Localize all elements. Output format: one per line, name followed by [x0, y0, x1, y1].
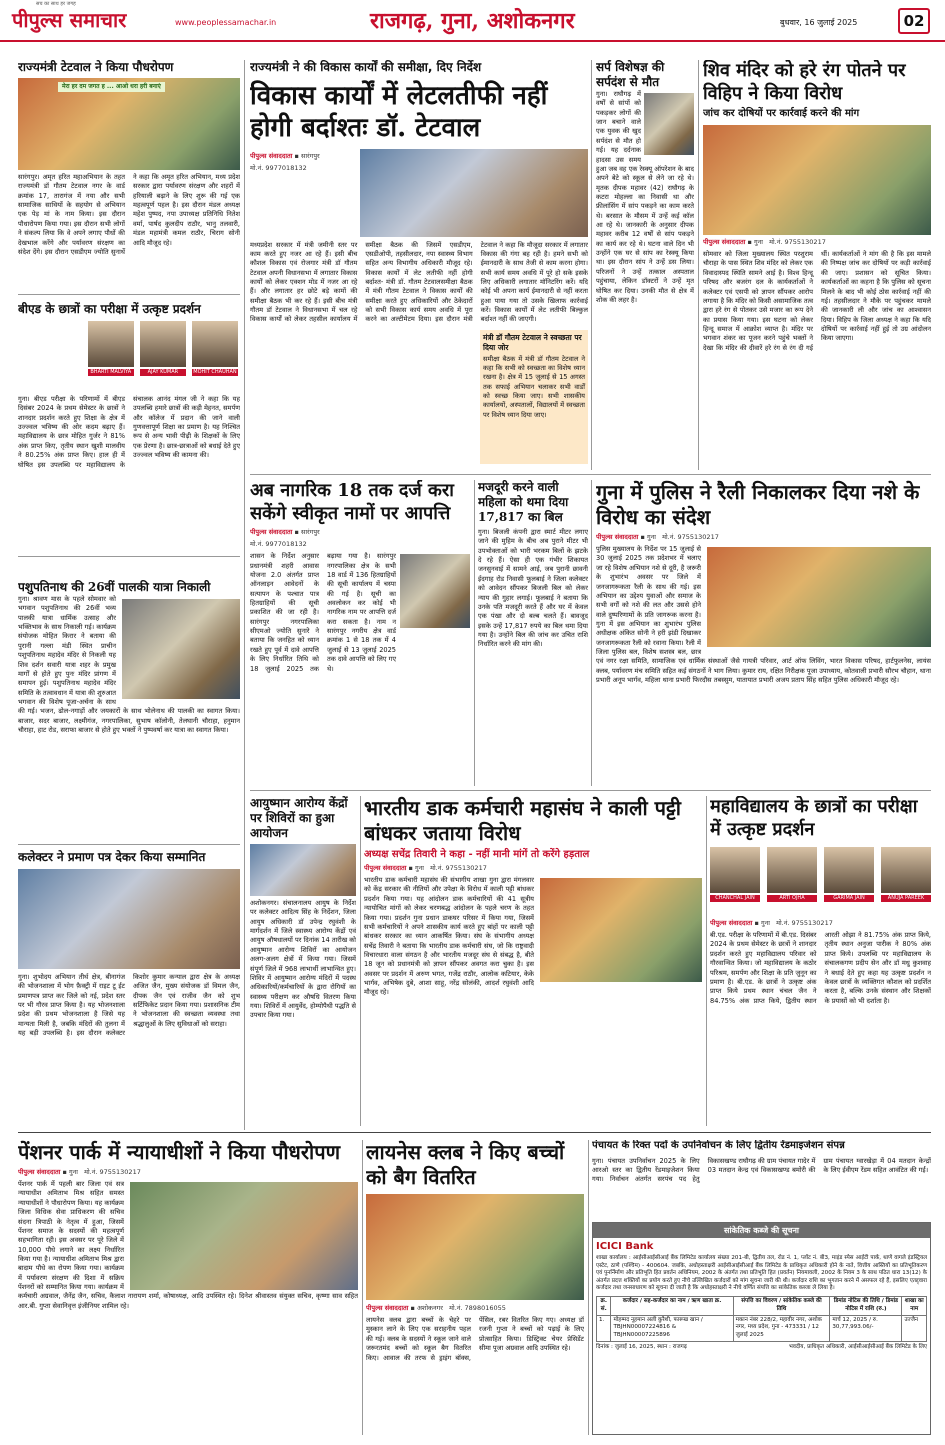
student-photo: MOHIT CHAUHAN: [192, 321, 238, 367]
story-lioness-club: [366, 1140, 584, 1435]
byline-column: [250, 149, 354, 237]
headline: गुना में पुलिस ने रैली निकालकर दिया नशे के विरोध का संदेश: [596, 480, 920, 529]
byline: पीपुल्स संवाददाता ▪ गुना मो.नं. 9755130217: [596, 533, 719, 541]
story-pensioner-park: [18, 1140, 358, 1435]
headline: आयुष्मान आरोग्य केंद्रों पर शिविरों का हुआ आयोजन: [250, 796, 348, 840]
table-cell: मोहम्मद नूहमान अली कुरैशी, फारूख खान / TBJHN00007224816 & TBJHN00007225896: [611, 1315, 733, 1341]
news-photo: [644, 93, 694, 155]
notice-heading: सांकेतिक कब्जे की सूचना: [593, 1223, 930, 1238]
article-body: पेंशनर पार्क में पहली बार जिला एवं सत्र न्यायाधीश अमिताभ मिश्र सहित समस्त न्यायाधीशों ने पौधारोपण किया। यह कार्यक्रम जिला विधिक सेवा प्राधिकरण की सचिव संदना त्रिपाठी के नेतृत्व में हुआ, जिसमें पेंशनर समाज के सदस्यों की महत्वपूर्ण सहभागिता रही। इस अवसर पर पूरे जिले में 10,000 पौधे लगाने का लक्ष्य निर्धारित किया गया है। न्यायाधीश अमिताभ मिश्र द्वारा बादाम पौधे का रोपण किया गया। कार्यक्रम में पर्यावरण संरक्षण की दिशा में सक्रिय पेंशनरों को सम्मानित किया गया। कार्यक्रम में कर्मचारी अग्रवाल, जैनेंद्र जैन, सचिव, कैलाश नारायण शर्मा, कोषाध्यक्ष, आदि उपस्थित रहे। दिनेश श्रीवास्तव संयुक्त सचिव, कृष्णा साव सहित आर.बी. गुप्ता सेवानिवृत्त इंजीनियर शामिल रहे।: [18, 1180, 358, 1310]
student-photos: [710, 847, 931, 909]
student-photo: BHARTI MALVIYA: [88, 321, 134, 367]
table-row: [597, 1315, 927, 1341]
story-college-results: [710, 796, 931, 1126]
byline: पीपुल्स संवाददाता ▪ गुना मो.नं. 9755130217: [364, 864, 487, 872]
table-header: कर्जदार / सह-कर्जदार का नाम / ऋण खाता क्र.: [611, 1296, 733, 1315]
divider: [18, 844, 240, 845]
divider: [250, 790, 931, 791]
issue-date: बुधवार, 16 जुलाई 2025: [780, 18, 858, 27]
table-header: डिमांड नोटिस की तिथि / डिमांड नोटिस में राशि (रु.): [830, 1296, 902, 1315]
banner-text: मेरा हर दम जगत ह ... आओ धरा हरी बनाएं: [58, 82, 165, 92]
site-url[interactable]: www.peoplessamachar.in: [175, 18, 277, 27]
byline: पीपुल्स संवाददाता ▪ सारंगपुर: [250, 528, 320, 536]
box-body: समीक्षा बैठक में मंत्री डॉ गौतम टेटवाल ने कहा कि सभी को स्वच्छता का विशेष ध्यान रखना है। क्षेत्र में 15 जुलाई से 15 अगस्त तक सफाई अभियान चलाकर सभी वार्डों को स्वच्छ किया जाए। सभी शासकीय कार्यालयों, अस्पतालों, विद्यालयों में स्वच्छता पर विशेष ध्यान दिया जाए।: [483, 354, 585, 419]
news-photo: [360, 149, 588, 237]
column-rule: [588, 1140, 589, 1435]
headline: मजदूरी करने वाली महिला को थमा दिया 17,817 का बिल: [478, 480, 569, 524]
article-body: गुना। बिजली कंपनी द्वारा स्मार्ट मीटर लगाए जाने की मुहिम के बीच अब पुराने मीटर भी उपभोक्ताओं को भारी भरकम बिलों के झटके दे रहे हैं। ऐसा ही एक गंभीर शिकायत जनसुनवाई में सामने आई, जब पुरानी छावनी ईदगाह रोड निवासी फूलबाई ने जिला कलेक्टर को आवेदन सौंपकर बिजली बिल को लेकर न्याय की गुहार लगाई। फूलबाई ने बताया कि उनके पति मजदूरी करते हैं और घर में केवल एक पंखा और दो बल्ब चलते हैं। बावजूद इसके उन्हें 17,817 रुपये का बिल थमा दिया गया है। उन्होंने बिल की जांच कर उचित राशि निर्धारित करने की मांग की।: [478, 528, 588, 649]
deck: अध्यक्ष सचेंद्र तिवारी ने कहा - नहीं मानी मांगें तो करेंगे हड़ताल: [364, 849, 590, 860]
reporter-mobile: मो.नं. 9977018132: [250, 540, 307, 549]
reporter-mobile: मो.नं. 9977018132: [250, 163, 307, 172]
story-snake-expert: [596, 60, 694, 470]
divider: [250, 474, 931, 475]
student-photo: ARTI OJHA: [767, 847, 817, 893]
column-rule: [362, 1140, 363, 1435]
headline: पशुपतिनाथ की 26वीं पालकी यात्रा निकाली: [18, 580, 211, 594]
student-photo: AJAY KUMAR: [140, 321, 186, 367]
table-header: शाखा का नाम: [902, 1296, 927, 1315]
edition-region: राजगढ़, गुना, अशोकनगर: [370, 8, 575, 34]
tagline: सच का साथ हर जगह: [36, 1, 76, 7]
article-body: गुना। पंचायत उपनिर्वाचन 2025 के लिए आरओ स्तर का द्वितीय रेंडमाइजेशन किया गया। निर्वाचन अंतर्गत सरपंच पद हेतु विकासखण्ड राघौगढ़ की ग्राम पंचायत गादेर में 03 मतदान केन्द्र एवं विकासखण्ड बमोरी की ग्राम पंचायत ग्वारखेड़ा में 04 मतदान केन्द्रों के लिए ईवीएम रेंडम सहित आवंटित की गईं।: [592, 1156, 931, 1184]
headline: लायनेस क्लब ने किए बच्चों को बैग वितरित: [366, 1140, 565, 1189]
student-photo: GARIMA JAIN: [824, 847, 874, 893]
story-collector-certificate: [18, 850, 240, 1126]
column-rule: [360, 796, 361, 1126]
story-housing-objections: [250, 480, 470, 786]
box-title: मंत्री डॉ गौतम टेटवाल ने स्वच्छता पर दिया जोर: [483, 333, 582, 352]
headline: बीएड के छात्रों का परीक्षा में उत्कृष्ट प्रदर्शन: [18, 302, 201, 316]
article-body: गुना। बीएड परीक्षा के परिणामों में बीएड दिसंबर 2024 के प्रथम सेमेस्टर के छात्रों ने शानदार प्रदर्शन करते हुए शिक्षा के क्षेत्र में उज्ज्वल भविष्य की ओर कदम बढ़ाए हैं। महाविद्यालय के छात्र मोहित गुर्जर ने 81% अंक प्राप्त किए, तृतीय स्थान खुशी मालवीय ने 80.25% अंक प्राप्त किए। हाल ही में घोषित इस उपलब्धि पर महाविद्यालय के संचालक आनंद मंगल जी ने कहा कि यह उपलब्धि हमारे छात्रों की कड़ी मेहनत, समर्पण और कॉलेज में प्रदान की जाने वाली गुणवत्तापूर्ण शिक्षा का प्रमाण है। यह निश्चित रूप से अन्य भावी पीढ़ी के शिक्षकों के लिए एक प्रेरणा है। छात्र-छात्राओं को बधाई देते हुए उज्ज्वल भविष्य की कामना की।: [18, 395, 240, 469]
masthead-logo: सच का साथ हर जगह पीपुल्स समाचार: [12, 1, 127, 32]
student-photos: [18, 321, 240, 385]
kicker: राज्यमंत्री ने की विकास कार्यों की समीक्षा, दिए निर्देश: [250, 60, 482, 74]
masthead-bar: [0, 0, 945, 42]
table-header: क्र. सं.: [597, 1296, 611, 1315]
headline: शिव मंदिर को हरे रंग पोतने पर विहिप ने किया विरोध: [703, 60, 906, 104]
news-photo: [18, 869, 240, 969]
notice-date-place: दिनांक : जुलाई 16, 2025, स्थान : राजगढ़: [596, 1344, 687, 1351]
column-rule: [474, 480, 475, 786]
headline: कलेक्टर ने प्रमाण पत्र देकर किया सम्मानित: [18, 850, 206, 864]
headline: राज्यमंत्री टेटवाल ने किया पौधरोपण: [18, 60, 174, 74]
headline: पेंशनर पार्क में न्यायाधीशों ने किया पौधरोपण: [18, 1140, 341, 1164]
headline: अब नागरिक 18 तक दर्ज करा सकेंगे स्वीकृत नामों पर आपत्ति: [250, 480, 454, 524]
article-body: बी.एड. परीक्षा के परिणामों में बी.एड. दिसंबर 2024 के प्रथम सेमेस्टर के छात्रों ने शानदार प्रदर्शन करते हुए महाविद्यालय परिवार को गौरवान्वित किया। जो महाविद्यालय के कठोर परिश्रम, समर्पण और शिक्षा के प्रति जुनून का प्रमाण है। बी.एड. के छात्रों ने उत्कृष्ट अंक प्राप्त किये प्रथम स्थान चंचल जैन ने 84.75% अंक प्राप्त किये, द्वितीय स्थान आरती ओझा ने 81.75% अंक प्राप्त किये, तृतीय स्थान अनुजा पारीक ने 80% अंक प्राप्त किये। उपलब्धि पर महाविद्यालय के संचालकगण प्रदीप सेन और डॉ मधु कुशवाह ने बधाई देते हुए कहा यह उत्कृष्ट प्रदर्शन न केवल छात्रों के व्यक्तिगत कौशल को प्रदर्शित करता है, बल्कि उनके संस्थान और शिक्षकों के प्रयासों को भी दर्शाता है।: [710, 931, 931, 1005]
sidebar-box: [480, 330, 588, 464]
officer-photo: [400, 554, 470, 628]
column-rule: [244, 60, 245, 1130]
table-header: संपत्ति का विवरण / सांकेतिक कब्जे की तिथि: [733, 1296, 830, 1315]
column-rule: [706, 796, 707, 1126]
table-cell: उज्जैन: [902, 1315, 927, 1341]
notice-table: [596, 1296, 927, 1342]
article-body: सोमवार को जिला मुख्यालय स्थित परशुराम चौराहा के पास स्थित शिव मंदिर को लेकर एक विवादास्पद स्थिति सामने आई है। विश्व हिन्दू परिषद और बजरंग दल के कार्यकर्ताओं ने कलेक्टर एवं एसपी को ज्ञापन सौंपकर आरोप लगाया है कि मंदिर को किसी असामाजिक तत्व द्वारा हरे रंग से पोतकर उसे मजार का रूप देने का प्रयास किया गया। इस घटना को लेकर हिन्दू समाज में आक्रोश व्याप्त है। मंदिर पर भगवान शंकर का पूजन करने पहुंचे भक्तों ने देखा कि मंदिर की दीवारें हरे रंग से रंग दी गई थीं। कार्यकर्ताओं ने मांग की है कि इस मामले की निष्पक्ष जांच कर दोषियों पर कड़ी कार्रवाई की जाए। प्रशासन को सूचित किया। कार्यकर्ताओं का कहना है कि पुलिस को सूचना मिलने के बाद भी कोई ठोस कार्रवाई नहीं की गई। तहसीलदार ने मौके पर पहुंचकर मामले की जानकारी ली और जांच का आश्वासन दिया। विहिप के जिला अध्यक्ष ने कहा कि यदि दोषियों पर कार्रवाई नहीं हुई तो उग्र आंदोलन किया जाएगा।: [703, 250, 931, 352]
divider: [18, 1132, 931, 1133]
news-photo: [130, 1182, 358, 1290]
table-cell: 1.: [597, 1315, 611, 1341]
divider: [18, 556, 240, 557]
news-photo: [122, 599, 240, 699]
byline: पीपुल्स संवाददाता ▪ गुना मो.नं. 9755130217: [18, 1168, 141, 1176]
deck: जांच कर दोषियों पर कार्रवाई करने की मांग: [703, 108, 860, 119]
article-body: पुलिस मुख्यालय के निर्देश पर 15 जुलाई से 30 जुलाई 2025 तक प्रदेशभर में चलाए जा रहे विशेष अभियान नशे से दूरी, है जरूरी के शुभारंभ अवसर पर जिले में जनजागरूकता रैली के साथ की गई। इस अभियान का उद्देश्य युवाओं और समाज के सभी वर्गों को नशे की लत और उससे होने वाले दुष्परिणामों के प्रति जागरूक करना है। गुना में इस अभियान का शुभारंभ पुलिस अधीक्षक अंकित सोनी ने हरी झंडी दिखाकर जनजागरूकता रैली को रवाना किया। रैली में जिला पुलिस बल, विशेष सशस्त्र बल, छात्र एवं नगर रक्षा समिति, सामाजिक एवं धार्मिक संस्थाओं जैसे गायत्री परिवार, आर्ट ऑफ लिविंग, भारत विकास परिषद, हार्टफुलनेस, लायंस क्लब, पर्यावरण मंच समिति सहित कई संगठनों ने भाग लिया। कुमार राय, रक्षित निरीक्षक पूजा उपाध्याय, कोतवाली प्रभारी सौरभ चौहान, थाना प्रभारी अनूप भार्गव, महिला थाना प्रभारी फिरदौस तबस्सुम, यातायात प्रभारी अजय प्रताप सिंह सहित पुलिस अधिकारी मौजूद रहे।: [596, 545, 931, 685]
article-body: गुना। राघौगढ़ में वर्षों से सांपों को पकड़कर लोगों की जान बचाने वाले एक युवक की खुद सर्पदंश से मौत हो गई। यह दर्दनाक हादसा उस समय हुआ जब वह एक रेस्क्यू ऑपरेशन के बाद अपने बेटे को स्कूल से लेने जा रहे थे। मृतक दीपक महावर (42) राघौगढ़ के कटरा मोहल्ला का निवासी था और फ्रीलांसिंग में सांप पकड़ने का काम करते थे। बरसात के मौसम में उन्हें कई कॉल आ रहे थे। जानकारी के अनुसार दीपक महावर करीब 12 वर्षों से सांप पकड़ने का कार्य कर रहे थे। घटना वाले दिन भी उन्होंने एक घर से सांप का रेस्क्यू किया था। इस दौरान सांप ने उन्हें डस लिया। परिजनों ने उन्हें तत्काल अस्पताल पहुंचाया, लेकिन डॉक्टरों ने उन्हें मृत घोषित कर दिया। उनकी मौत से क्षेत्र में शोक की लहर है।: [596, 90, 694, 304]
news-photo: [540, 878, 702, 982]
article-body: गुना। श्रावण मास के पहले सोमवार को भगवान पशुपतिनाथ की 26वीं भव्य पालकी यात्रा धार्मिक उत्साह और भक्तिभाव के साथ निकाली गई। कार्यक्रम संयोजक मोहित किरार ने बताया की पुरानी गल्ला मंडी स्थित प्राचीन पशुपतिनाथ महादेव मंदिर से निकली यह शिव दर्शन सवारी यात्रा शहर के प्रमुख मार्गों से होते हुए पुनः मंदिर प्रांगण में समापन हुई। पशुपतिनाथ महादेव मंदिर समिति के तत्वावधान में यात्रा की शुरुआत भगवान की विशेष पूजा-अर्चना के साथ की गई। भजन, ढोल-नगाड़ों और जयकारों के साथ भोलेनाथ की पालकी का स्वागत किया। बाजार, सदर बाजार, लक्ष्मीगंज, नगरपालिका, सुभाष कॉलोनी, तेलघानी चौराहा, हनुमान चौराहा, हाट रोड, सराफा बाजार से होते हुए भक्तों ने पुष्पवर्षा कर यात्रा का स्वागत किया।: [18, 595, 240, 735]
story-electricity-bill: [478, 480, 588, 786]
byline: पीपुल्स संवाददाता ▪ सारंगपुर: [250, 151, 320, 160]
article-body: अशोकनगर। संचालनालय आयुष के निर्देश पर कलेक्टर आदित्य सिंह के निर्देशन, जिला आयुष अधिकारी डॉ उपेन्द्र रघुवंशी के मार्गदर्शन में जिले स्वास्थ्य आरोग्य केंद्रों एवं आयुष औषधालयों पर दिनांक 14 तारीख को आयुष्मान आरोग्य शिविरों का आयोजन अलग-अलग क्षेत्रों में किया गया। जिसमें संपूर्ण जिले में 968 लाभार्थी लाभान्वित हुए। शिविर में आयुष्मान आरोग्य मंदिरों में पदस्थ अधिकारियों/कर्मचारियों के द्वारा रोगियों का स्वास्थ्य परीक्षण कर औषधि वितरण किया गया। शिविरों में आयुर्वेद, होम्योपैथी पद्धति से उपचार किया गया।: [250, 899, 356, 1020]
table-cell: मकान नंबर 228/2, महावीर नगर, अशोक नगर, मध्य प्रदेश, गुना - 473331 / 12 जुलाई 2025: [733, 1315, 830, 1341]
student-photo: ANUJA PAREEK: [881, 847, 931, 893]
story-police-rally: [596, 480, 931, 786]
byline: पीपुल्स संवाददाता ▪ अशोकनगर मो.नं. 7898016055: [366, 1304, 506, 1312]
article-body: भारतीय डाक कर्मचारी महासंघ की संभागीय शाखा गुना द्वारा मंगलवार को केंद्र सरकार की नीतियों और उपेक्षा के विरोध में काली पट्टी बांधकर प्रदर्शन किया गया। यह आंदोलन डाक कर्मचारियों की 41 सूत्रीय न्यायोचित मांगों को लेकर चरणबद्ध आंदोलन के पहले चरण के तहत किया गया। प्रदर्शन गुना प्रधान डाकघर परिसर में किया गया, जिसमें सभी कर्मचारियों ने अपने शासकीय कार्य करते हुए बांहों पर काली पट्टी बांधकर सरकार का ध्यान आकर्षित किया। संघ के संभागीय अध्यक्ष सचेंद्र तिवारी ने बताया कि भारतीय डाक कर्मचारी संघ, जो कि राष्ट्रवादी विचारधारा वाला संगठन है और भारतीय मजदूर संघ से संबद्ध है, बीते 18 जून को प्रधानमंत्री को ज्ञापन सौंपकर अवगत करा चुका है। इस अवसर पर प्रदर्शन में अरुण भगत, गजेंद्र राठौर, आलोक कटियार, केके भार्गव, अभिषेक दुबे, आशा साहू, नरेंद्र सोलंकी, आदर्श रघुवंशी आदि मौजूद रहे।: [364, 876, 534, 997]
story-bed-results: [18, 302, 240, 552]
student-photo: CHANCHAL JAIN: [710, 847, 760, 893]
column-rule: [698, 60, 699, 470]
headline: विकास कार्यों में लेटलतीफी नहीं होगी बर्दाश्तः डॉ. टेटवाल: [250, 80, 548, 144]
story-development-review: [250, 60, 588, 470]
column-rule: [591, 480, 592, 786]
news-photo: [707, 547, 931, 647]
byline: पीपुल्स संवाददाता ▪ गुना मो.नं. 9755130217: [703, 238, 826, 246]
article-body: शासन के निर्देश अनुसार प्रधानमंत्री शहरी आवास योजना 2.0 अंतर्गत प्राप्त ऑनलाइन आवेदनों के सत्यापन के पश्चात पात्र हितग्राहियों की सूची प्रकाशित की जा रही है। सारंगपुर नगरपालिका सीएमओ ज्योति सुनारे ने बताया कि जनहित को ध्यान रखते हुए पूर्व में दावे आपत्ति के लिए निर्धारित तिथि को 18 जुलाई 2025 तक बढ़ाया गया है। सारंगपुर नगरपालिका क्षेत्र के सभी 18 वार्ड में 136 हितग्राहियों की सूची कार्यालय में चस्पा की गई है। सूची का अवलोकन कर कोई भी नागरिक नाम पर आपत्ति दर्ज करा सकता है। नाम न सारंगपुर नगरीय क्षेत्र वार्ड क्रमांक 1 से 18 तक में 4 जुलाई से 13 जुलाई 2025 तक दावे आपत्ति को लिए गए थे।: [250, 552, 396, 673]
notice-body: शाखा कार्यालय : आईसीआईसीआई बैंक लिमिटेड कार्यालय संख्या 201-बी, द्वितीय तल, रोड नं. 1, प्लॉट नं. बी3, माइंड स्पेस आईटी पार्क, थाणे वागले इंडस्ट्रियल एस्टेट, ठाणे (पश्चिम) - 400604. जबकि, अधोहस्ताक्षरी आईसीआईसीआई बैंक लिमिटेड के प्राधिकृत अधिकारी होने के नाते, वित्तीय आस्तियों का प्रतिभूतिकरण एवं पुनर्निर्माण और प्रतिभूति हित प्रवर्तन अधिनियम, 2002 के अंतर्गत तथा प्रतिभूति हित (प्रवर्तन) नियमावली, 2002 के नियम 3 के साथ पठित धारा 13(12) के अंतर्गत प्रदत्त शक्तियों का प्रयोग करते हुए नीचे उल्लिखित कर्जदारों को मांग सूचना जारी की थी। कर्जदार राशि का भुगतान करने में असफल रहे हैं, इसलिए एतद्द्वारा कर्जदार तथा जनसाधारण को सूचना दी जाती है कि अधोहस्ताक्षरी ने नीचे वर्णित संपत्ति का सांकेतिक कब्जा ले लिया है।: [596, 1255, 927, 1292]
article-body: लायनेस क्लब द्वारा बच्चों के चेहरे पर मुस्कान लाने के लिए एक सराहनीय पहल की गई। क्लब के सदस्यों ने स्कूल जाने वाले जरूरतमंद बच्चों को स्कूल बैग वितरित किए। आवाल की तरफ से ड्राइंग बॉक्स, पेंसिल, रबर वितरित किए गए। अध्यक्ष डॉ रजनी गुप्ता ने बच्चों को पढ़ाई के लिए प्रोत्साहित किया। डिस्ट्रिक्ट चेयर प्रेसिडेंट सीमा पूजा अग्रवाल आदि उपस्थित रहे।: [366, 1316, 584, 1362]
divider: [18, 294, 240, 295]
headline: भारतीय डाक कर्मचारी महासंघ ने काली पट्टी बांधकर जताया विरोध: [364, 796, 681, 845]
story-pashupatinath-yatra: [18, 580, 240, 842]
bank-logo: ICICI Bank: [596, 1241, 654, 1253]
notice-signature: भवदीय, प्राधिकृत अधिकारी, आईसीआईसीआई बैंक लिमिटेड के लिए: [788, 1344, 927, 1351]
column-rule: [591, 60, 592, 470]
story-postal-protest: [364, 796, 702, 1126]
table-cell: मार्च 12, 2025 / रु. 30,77,993.06/-: [830, 1315, 902, 1341]
story-ayushman-camps: [250, 796, 356, 1126]
article-body: गुना। शुभोदय अभियान तीर्थ क्षेत्र, बीनागंज की भोजनशाला में भोग फ़ैक्ट्री में राइट टू ईट प्रमाणपत्र प्राप्त कर जिले को नई, प्रदेश स्तर पर भी गौरव प्राप्त किया है। यह भोजनशाला प्रदेश की प्रथम भोजनशाला है जिसे यह मान्यता मिली है, जबकि मंदिरों की तुलना में यह बड़ी उपलब्धि है। इस दौरान कलेक्टर किशोर कुमार कन्याल द्वारा क्षेत्र के अध्यक्ष अजित जैन, मुख्य संयोजक डॉ विमल जैन, दीपक जैन एवं राजीव जैन को शुभ सर्टिफिकेट प्रदान किया गया। प्रशासनिक टीम ने भोजनशाला की स्वच्छता व्यवस्था तथा श्रद्धालुओं के लिए सुविधाओं को सराहा।: [18, 973, 240, 1038]
table-header-row: [597, 1296, 927, 1315]
news-photo: [366, 1194, 584, 1300]
article-body: सारंगपुर। अमृत हरित महाअभियान के तहत राज्यमंत्री डॉ गौतम टेटवाल नगर के वार्ड क्रमांक 17, तारागंज में नया और सभी सामाजिक साथियों के सहयोग से अभियान एक पेड़ मां के नाम किया। इस दौरान पौधारोपण किया गया। इस दौरान सभी लोगों ने संकल्प लिया कि वे अपने लगाए पौधों की देखभाल करेंगे और पर्यावरण संरक्षण का संदेश देंगे। इस दौरान एसडीएम ज्योति सुनार्थे ने कहा कि अमृत हरित अभियान, मध्य प्रदेश सरकार द्वारा पर्यावरण संरक्षण और शहरों में हरियाली बढ़ाने के लिए शुरू की गई एक महत्वपूर्ण पहल है। इस दौरान मंडल अध्यक्ष महेश पुष्पद, नपा उपाध्यक्ष प्रतिनिधि नितेश वर्मा, पार्षद कुलदीप राठौर, भानु तलवारी, मंडल महामंत्री कमल राठौर, चिराग सोनी आदि मौजूद रहे।: [18, 173, 240, 256]
byline: पीपुल्स संवाददाता ▪ गुना मो.नं. 9755130217: [710, 919, 833, 927]
legal-notice: [592, 1222, 931, 1435]
news-photo: [250, 844, 356, 896]
story-shiv-temple: [703, 60, 931, 470]
headline: पंचायत के रिक्त पदों के उपनिर्वाचन के लिए द्वितीय रेंडमाइजेशन संपन्न: [592, 1140, 845, 1151]
news-photo: [703, 125, 931, 235]
story-minister-plantation: [18, 60, 240, 292]
article-body: मध्यप्रदेश सरकार में मंत्री जमीनी स्तर पर काम करते हुए नजर आ रहे हैं। इसी बीच कौशल विकास एवं रोजगार मंत्री डॉ गौतम टेटवाल अपनी विधानसभा में लगातार विकास कार्यों को लेकर एक्शन मोड में नजर आ रहे हैं। और लगातार हर छोटे बड़े कामों की समीक्षा बैठक भी कर रहे हैं। इसी बीच मंत्री गौतम डॉ टेटवाल ने विधानसभा में चल रहे विकास कार्यों को लेकर तहसील कार्यालय में समीक्षा बैठक की जिसमें एसडीएम, एसडीओपी, तहसीलदार, नपा स्वास्थ्य विभाग सहित अन्य विभागीय अधिकारी मौजूद रहे। विकास कार्यों में लेट लतीफी नहीं होगी बर्दाश्त- मंत्री डॉ. गौतम टेटवालसमीक्षा बैठक में मंत्री गौतम टेटवाल ने विकास कार्यों की समीक्षा करते हुए अधिकारियों और ठेकेदारों को सभी विकास कार्य समय अवधि में पूरा करने का अल्टीमेटम दिया। इस दौरान मंत्री टेटवाल ने कहा कि मौजूदा सरकार में लगातार विकास की गंगा बह रही है। हमने सभी को ईमानदारी के साथ तेजी से काम करना होगा। सभी कार्य समय अवधि में पूरे हो सके इसके लिए अधिकारी लगातार मॉनिटरिंग करें। यदि कोई भी अपना कार्य ईमानदारी से नहीं करता हुआ पाया गया तो उसके खिलाफ कार्रवाई करें। विकास कार्यों में लेट लतीफी बिल्कुल बर्दाश्त नहीं की जाएगी।: [250, 240, 588, 324]
news-photo: [18, 78, 240, 170]
headline: महाविद्यालय के छात्रों का परीक्षा में उत्कृष्ट प्रदर्शन: [710, 796, 918, 840]
page-number: 02: [898, 8, 930, 34]
story-panchayat-randomization: [592, 1140, 931, 1220]
headline: सर्प विशेषज्ञ की सर्पदंश से मौत: [596, 60, 665, 89]
